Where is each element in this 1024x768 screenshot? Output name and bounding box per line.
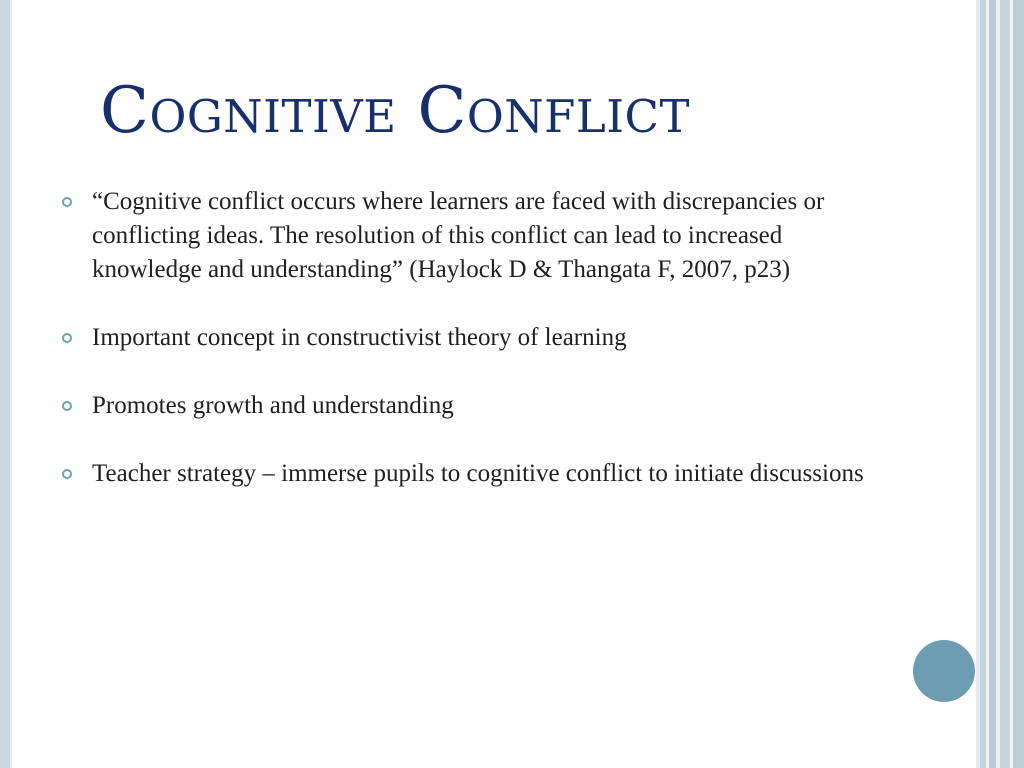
bullet-item [60, 321, 890, 355]
stripe [1013, 0, 1024, 768]
right-border-stripes [976, 0, 1024, 768]
bullet-marker-icon [62, 197, 72, 207]
left-border-highlight [10, 0, 12, 768]
stripe [989, 0, 996, 768]
slide-title: Cognitive Conflict [100, 74, 691, 148]
decorative-circle-icon [913, 640, 975, 702]
bullet-item [60, 457, 890, 491]
bullet-item [60, 389, 890, 423]
bullet-list [60, 185, 890, 525]
stripe [1000, 0, 1010, 768]
bullet-text: “Cognitive conflict occurs where learners are faced with discrepancies or conflicting ideas. The resolution of this conflict can lead to increased knowledge and understanding” (Haylock D & Thangata F, 2007, p23) [92, 188, 825, 283]
left-border [0, 0, 10, 768]
bullet-marker-icon [62, 401, 72, 411]
bullet-marker-icon [62, 469, 72, 479]
bullet-item [60, 185, 890, 287]
bullet-text: Promotes growth and understanding [92, 392, 454, 419]
bullet-marker-icon [62, 333, 72, 343]
bullet-text: Teacher strategy – immerse pupils to cognitive conflict to initiate discussions [92, 460, 864, 487]
bullet-text: Important concept in constructivist theory of learning [92, 324, 627, 351]
